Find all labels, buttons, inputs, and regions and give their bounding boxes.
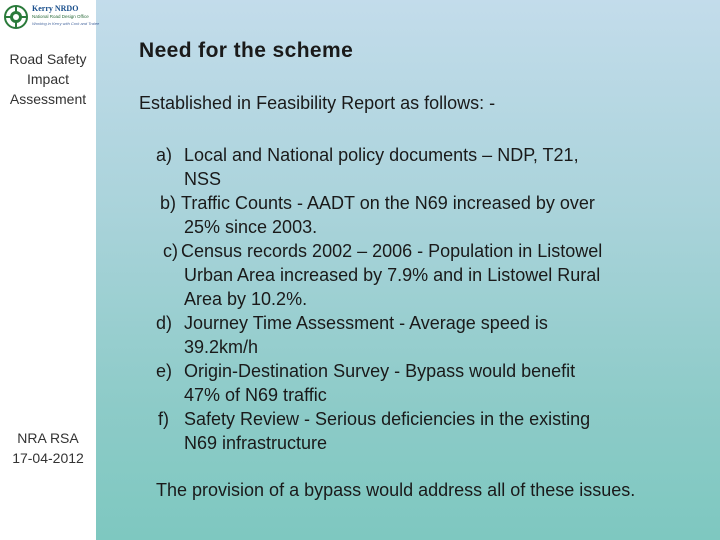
list-marker: f) <box>158 409 169 429</box>
list-marker: b) <box>160 193 177 213</box>
list-marker: a) <box>156 145 173 165</box>
list-item-line: 47% of N69 traffic <box>184 385 327 405</box>
list-item-line: Urban Area increased by 7.9% and in Listowel Rural <box>184 265 601 285</box>
list-marker: c) <box>163 241 178 261</box>
logo-subtitle: National Road Design Office <box>32 14 89 19</box>
sidebar-title: Road Safety Impact Assessment <box>9 51 87 107</box>
list-item-line: NSS <box>184 169 222 189</box>
list-marker: e) <box>156 361 173 381</box>
closing-statement: The provision of a bypass would address all of these issues. <box>156 480 636 500</box>
list-item-line: 39.2km/h <box>184 337 259 357</box>
slide-intro: Established in Feasibility Report as follows: - <box>139 93 496 113</box>
list-item-line: Census records 2002 – 2006 - Population in Listowel <box>181 241 603 261</box>
sidebar-footer: NRA RSA 17-04-2012 <box>12 430 84 466</box>
list-item-line: Traffic Counts - AADT on the N69 increased by over <box>181 193 595 213</box>
slide-title: Need for the scheme <box>139 39 354 62</box>
logo-title: Kerry NRDO <box>32 4 79 13</box>
logo-tagline: Working in Kerry with Cork and Tralee <box>32 21 100 26</box>
list-item-line: 25% since 2003. <box>184 217 318 237</box>
list-item-line: Journey Time Assessment - Average speed is <box>184 313 548 333</box>
list-item-line: Local and National policy documents – NDP, T21, <box>184 145 579 165</box>
list-item-line: N69 infrastructure <box>184 433 328 453</box>
list-marker: d) <box>156 313 173 333</box>
list-item-line: Area by 10.2%. <box>184 289 308 309</box>
list-item-line: Safety Review - Serious deficiencies in the existing <box>184 409 591 429</box>
list-item-line: Origin-Destination Survey - Bypass would benefit <box>184 361 576 381</box>
